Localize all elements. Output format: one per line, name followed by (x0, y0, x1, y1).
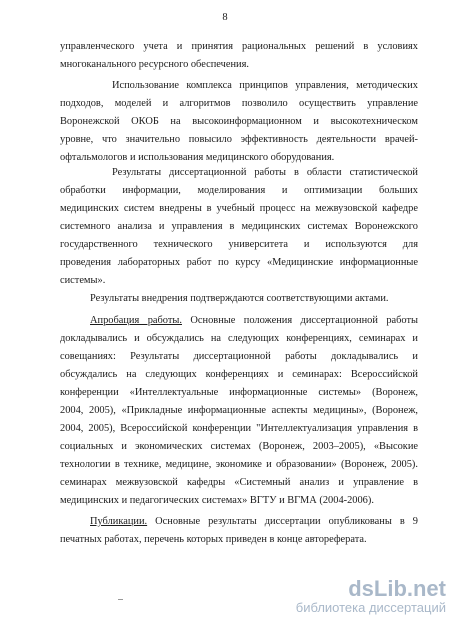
text-line: обработки информации, моделирования и оптимизации больших (60, 185, 418, 196)
text-line: системы». (60, 275, 106, 286)
paragraph-4 (60, 290, 418, 308)
page-mark (118, 599, 123, 600)
watermark-logo: dsLib.net (348, 576, 446, 601)
text-line (60, 513, 418, 531)
text-line: докладывались и обсуждались на следующих конференциях, семинарах и (60, 333, 418, 344)
text-line: Результаты внедрения подтверждаются соответствующими актами. (90, 293, 389, 304)
text-line: печатных работах, перечень которых приведен в конце автореферата. (60, 534, 367, 545)
text-line: медицинских и педагогических системах» ВГТУ и ВГМА (2004-2006). (60, 495, 374, 506)
paragraph-1 (60, 38, 418, 74)
text-line: Воронежской ОКОБ на высокоинформационном и высокотехническом (60, 116, 418, 127)
text-line: Результаты диссертационной работы в области статистической (112, 167, 418, 178)
text-line: 2004, 2005), «Прикладные информационные аспекты медицины», (Воронеж, (60, 405, 418, 416)
section-heading-publications: Публикации. (90, 516, 148, 527)
text-line (60, 312, 418, 330)
text-line: управленческого учета и принятия рациональных решений в условиях (60, 41, 418, 52)
text-line: подходов, моделей и алгоритмов позволило осуществить управление (60, 98, 418, 109)
paragraph-5 (60, 312, 418, 510)
text-line: офтальмологов и использования медицинского оборудования. (60, 152, 335, 163)
text-line: государственного технического университета и используются для (60, 239, 418, 250)
text-line: технологии в технике, медицине, экономике и образовании» (Воронеж, 2005). (60, 459, 418, 470)
text-line: Использование комплекса принципов управления, методических (112, 80, 418, 91)
text-line: обсуждались на следующих конференциях и семинарах: Всероссийской (60, 369, 418, 380)
section-heading-approbation: Апробация работы. (90, 315, 182, 326)
text-line: социальных и экономических системах (Воронеж, 2003–2005), «Высокие (60, 441, 418, 452)
text-fragment: Основные положения диссертационной работы (181, 315, 419, 326)
paragraph-2 (60, 77, 418, 167)
text-line: 2004, 2005), Всероссийской конференции "Интеллектуализация управления в (60, 423, 418, 434)
watermark-subtitle: библиотека диссертаций (295, 600, 446, 615)
text-line: совещаниях: Результаты диссертационной работы докладывались и (60, 351, 418, 362)
page-number: 8 (222, 12, 228, 23)
text-line: проведения лабораторных работ по курсу «Медицинские информационные (60, 257, 418, 268)
text-line: медицинских систем внедрены в учебный процесс на межвузовской кафедре (60, 203, 418, 214)
watermark (276, 578, 446, 616)
text-line: конференции «Интеллектуальные информационные системы» (Воронеж, (60, 387, 418, 398)
paragraph-3 (60, 164, 418, 290)
text-line: системного анализа и управления в медицинских системах Воронежского (60, 221, 418, 232)
text-line: уровне, что значительно повысило эффективность деятельности врачей- (60, 134, 418, 145)
text-line: многоканального ресурсного обеспечения. (60, 59, 249, 70)
text-line: семинарах межвузовской кафедры «Системный анализ и управление в (60, 477, 418, 488)
text-fragment: Основные результаты диссертации опубликованы в 9 (147, 516, 418, 527)
paragraph-6 (60, 513, 418, 549)
